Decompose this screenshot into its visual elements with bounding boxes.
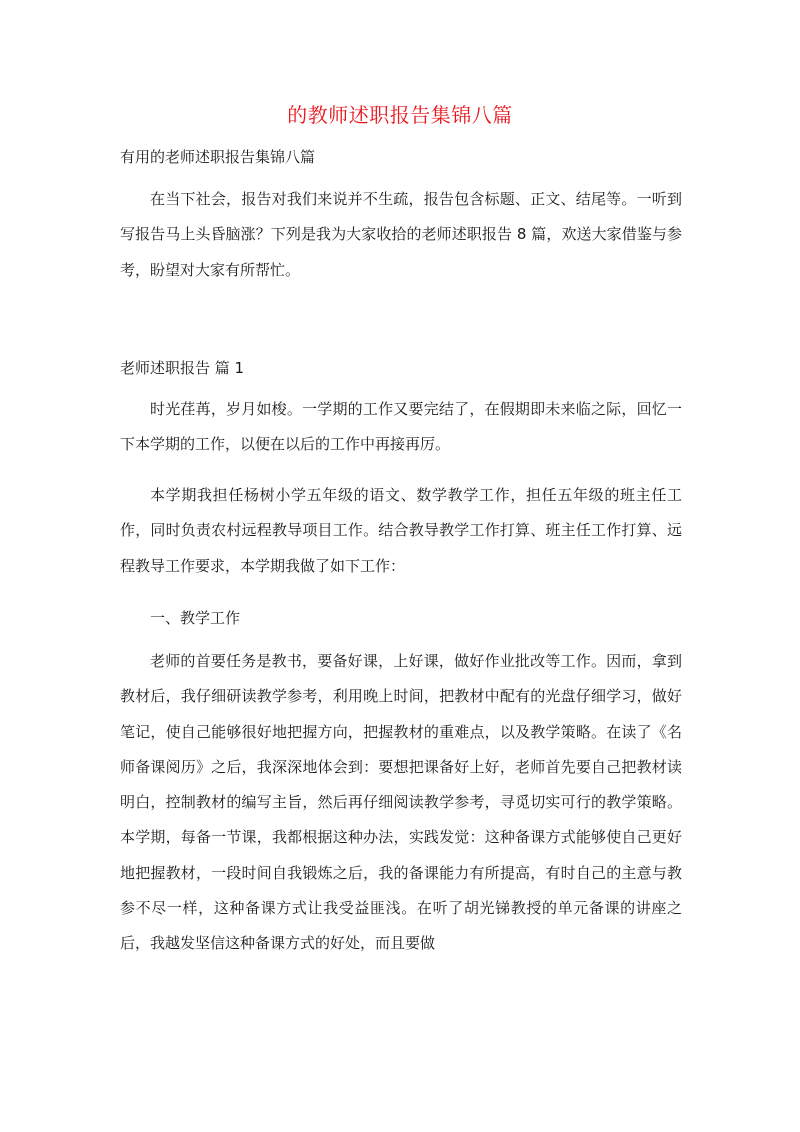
subheading-teaching: 一、教学工作 — [150, 609, 241, 627]
document-subtitle: 有用的老师述职报告集锦八篇 — [120, 148, 316, 166]
intro-paragraph: 在当下社会，报告对我们来说并不生疏，报告包含标题、正文、结尾等。一听到写报告马上头昏脑涨？下列是我为大家收拾的老师述职报告 8 篇，欢送大家借鉴与参考，盼望对大家有所帮忙。 — [120, 190, 682, 279]
paragraph-teaching: 老师的首要任务是教书，要备好课，上好课，做好作业批改等工作。因而，拿到教材后，我仔细研读教学参考，利用晚上时间，把教材中配有的光盘仔细学习，做好笔记，使自己能够很好地把握方向，把握教材的重难点，以及教学策略。在读了《名师备课阅历》之后，我深深地体会到：要想把课备好上好，老师首先要自己把教材读明白，控制教材的编写主旨，然后再仔细阅读教学参考，寻觅切实可行的教学策略。本学期，每备一节课，我都根据这种办法，实践发觉：这种备课方式能够使自己更好地把握教材，一段时间自我锻炼之后，我的备课能力有所提高，有时自己的主意与教参不尽一样，这种备课方式让我受益匪浅。在听了胡光锑教授的单元备课的讲座之后，我越发坚信这种备课方式的好处，而且要做 — [120, 652, 682, 953]
section-heading: 老师述职报告 篇 1 — [120, 359, 245, 377]
paragraph-2: 本学期我担任杨树小学五年级的语文、数学教学工作，担任五年级的班主任工作，同时负责农村远程教导项目工作。结合教导教学工作打算、班主任工作打算、远程教导工作要求，本学期我做了如下工作： — [120, 486, 682, 575]
document-title: 的教师述职报告集锦八篇 — [287, 103, 513, 127]
paragraph-1: 时光荏苒，岁月如梭。一学期的工作又要完结了，在假期即未来临之际，回忆一下本学期的工作，以便在以后的工作中再接再厉。 — [120, 400, 682, 454]
